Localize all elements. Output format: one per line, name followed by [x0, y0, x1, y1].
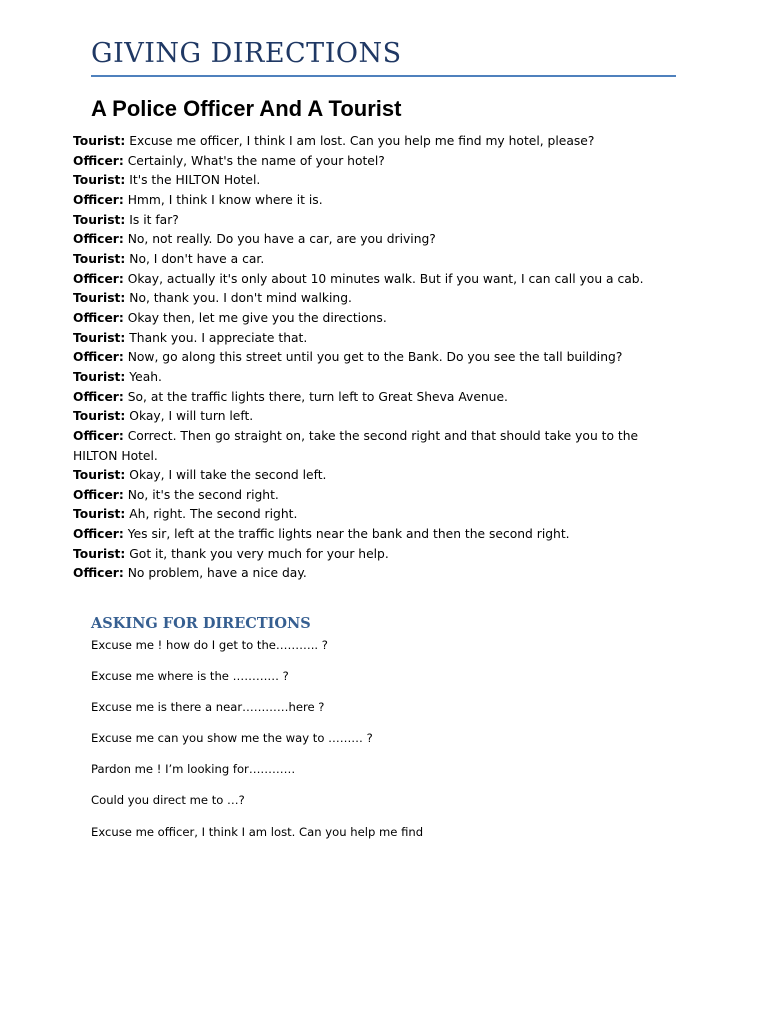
dialogue-text: Yeah. [125, 369, 162, 384]
speaker-label: Officer: [73, 428, 124, 443]
speaker-label: Tourist: [73, 409, 126, 424]
speaker-label: Officer: [73, 350, 124, 365]
dialogue-text: Okay, actually it's only about 10 minutes walk. But if you want, I can call you a cab. [123, 271, 644, 286]
dialogue-line [73, 466, 678, 486]
dialogue-text: Excuse me officer, I think I am lost. Can you help me find my hotel, please? [125, 134, 595, 148]
speaker-label: Tourist: [73, 291, 126, 306]
dialogue-list [73, 132, 678, 584]
dialogue-text: No, it's the second right. [123, 487, 279, 502]
dialogue-text: Yes sir, left at the traffic lights near the bank and then the second right. [123, 527, 570, 542]
dialogue-text: Got it, thank you very much for your help. [125, 546, 389, 561]
dialogue-text: No, I don't have a car. [125, 251, 265, 266]
dialogue-line [73, 407, 678, 427]
speaker-label: Officer: [73, 310, 124, 325]
section-heading: A Police Officer And A Tourist [91, 96, 402, 121]
dialogue-text: Now, go along this street until you get to the Bank. Do you see the tall building? [123, 350, 623, 365]
phrase-item: Excuse me is there a near…………here ? [91, 700, 325, 715]
dialogue-text: Okay, I will take the second left. [125, 468, 327, 483]
dialogue-text: Hmm, I think I know where it is. [123, 192, 323, 207]
dialogue-text: Okay then, let me give you the directions. [123, 310, 387, 325]
dialogue-line [73, 250, 678, 270]
speaker-label: Tourist: [73, 134, 126, 148]
speaker-label: Tourist: [73, 468, 126, 483]
phrase-item: Could you direct me to …? [91, 793, 245, 808]
dialogue-line [73, 329, 678, 349]
dialogue-line [73, 132, 678, 152]
dialogue-line [73, 152, 678, 172]
dialogue-line [73, 545, 678, 565]
title-divider [91, 75, 676, 77]
speaker-label: Officer: [73, 487, 124, 502]
dialogue-line [73, 348, 678, 368]
speaker-label: Officer: [73, 153, 124, 168]
dialogue-line [73, 427, 678, 466]
speaker-label: Officer: [73, 232, 124, 247]
dialogue-line [73, 309, 678, 329]
dialogue-line [73, 289, 678, 309]
speaker-label: Tourist: [73, 546, 126, 561]
dialogue-text: It's the HILTON Hotel. [125, 173, 261, 188]
dialogue-text: Okay, I will turn left. [125, 409, 254, 424]
dialogue-line [73, 191, 678, 211]
dialogue-text: Is it far? [125, 212, 179, 227]
dialogue-line [73, 486, 678, 506]
dialogue-text: No, not really. Do you have a car, are you driving? [123, 232, 436, 247]
phrase-item: Excuse me ! how do I get to the……….. ? [91, 638, 328, 652]
phrase-item: Excuse me where is the ………… ? [91, 669, 289, 684]
phrase-item: Excuse me officer, I think I am lost. Can you help me find [91, 824, 424, 839]
dialogue-line [73, 505, 678, 525]
speaker-label: Tourist: [73, 507, 126, 522]
speaker-label: Tourist: [73, 173, 126, 188]
asking-directions-heading: ASKING FOR DIRECTIONS [91, 615, 311, 632]
dialogue-line [73, 171, 678, 191]
dialogue-text: No, thank you. I don't mind walking. [125, 291, 352, 306]
speaker-label: Tourist: [73, 251, 126, 266]
speaker-label: Tourist: [73, 369, 126, 384]
dialogue-text: Correct. Then go straight on, take the second right and that should take you to the HILTON Hotel. [73, 428, 639, 463]
dialogue-text: Certainly, What's the name of your hotel? [123, 153, 385, 168]
dialogue-line [73, 368, 678, 388]
phrase-item: Pardon me ! I’m looking for………… [91, 762, 296, 777]
dialogue-line [73, 564, 678, 584]
dialogue-text: Thank you. I appreciate that. [125, 330, 308, 345]
dialogue-line [73, 230, 678, 250]
dialogue-line [73, 525, 678, 545]
dialogue-line [73, 211, 678, 231]
speaker-label: Tourist: [73, 212, 126, 227]
page-title: GIVING DIRECTIONS [91, 38, 402, 69]
dialogue-text: No problem, have a nice day. [123, 566, 307, 581]
speaker-label: Officer: [73, 527, 124, 542]
speaker-label: Officer: [73, 566, 124, 581]
speaker-label: Officer: [73, 271, 124, 286]
dialogue-text: Ah, right. The second right. [125, 507, 298, 522]
speaker-label: Officer: [73, 389, 124, 404]
phrase-item: Excuse me can you show me the way to ……… ? [91, 731, 373, 746]
dialogue-line [73, 388, 678, 408]
speaker-label: Tourist: [73, 330, 126, 345]
dialogue-line [73, 270, 678, 290]
phrase-list [91, 636, 423, 854]
speaker-label: Officer: [73, 192, 124, 207]
dialogue-text: So, at the traffic lights there, turn left to Great Sheva Avenue. [123, 389, 508, 404]
